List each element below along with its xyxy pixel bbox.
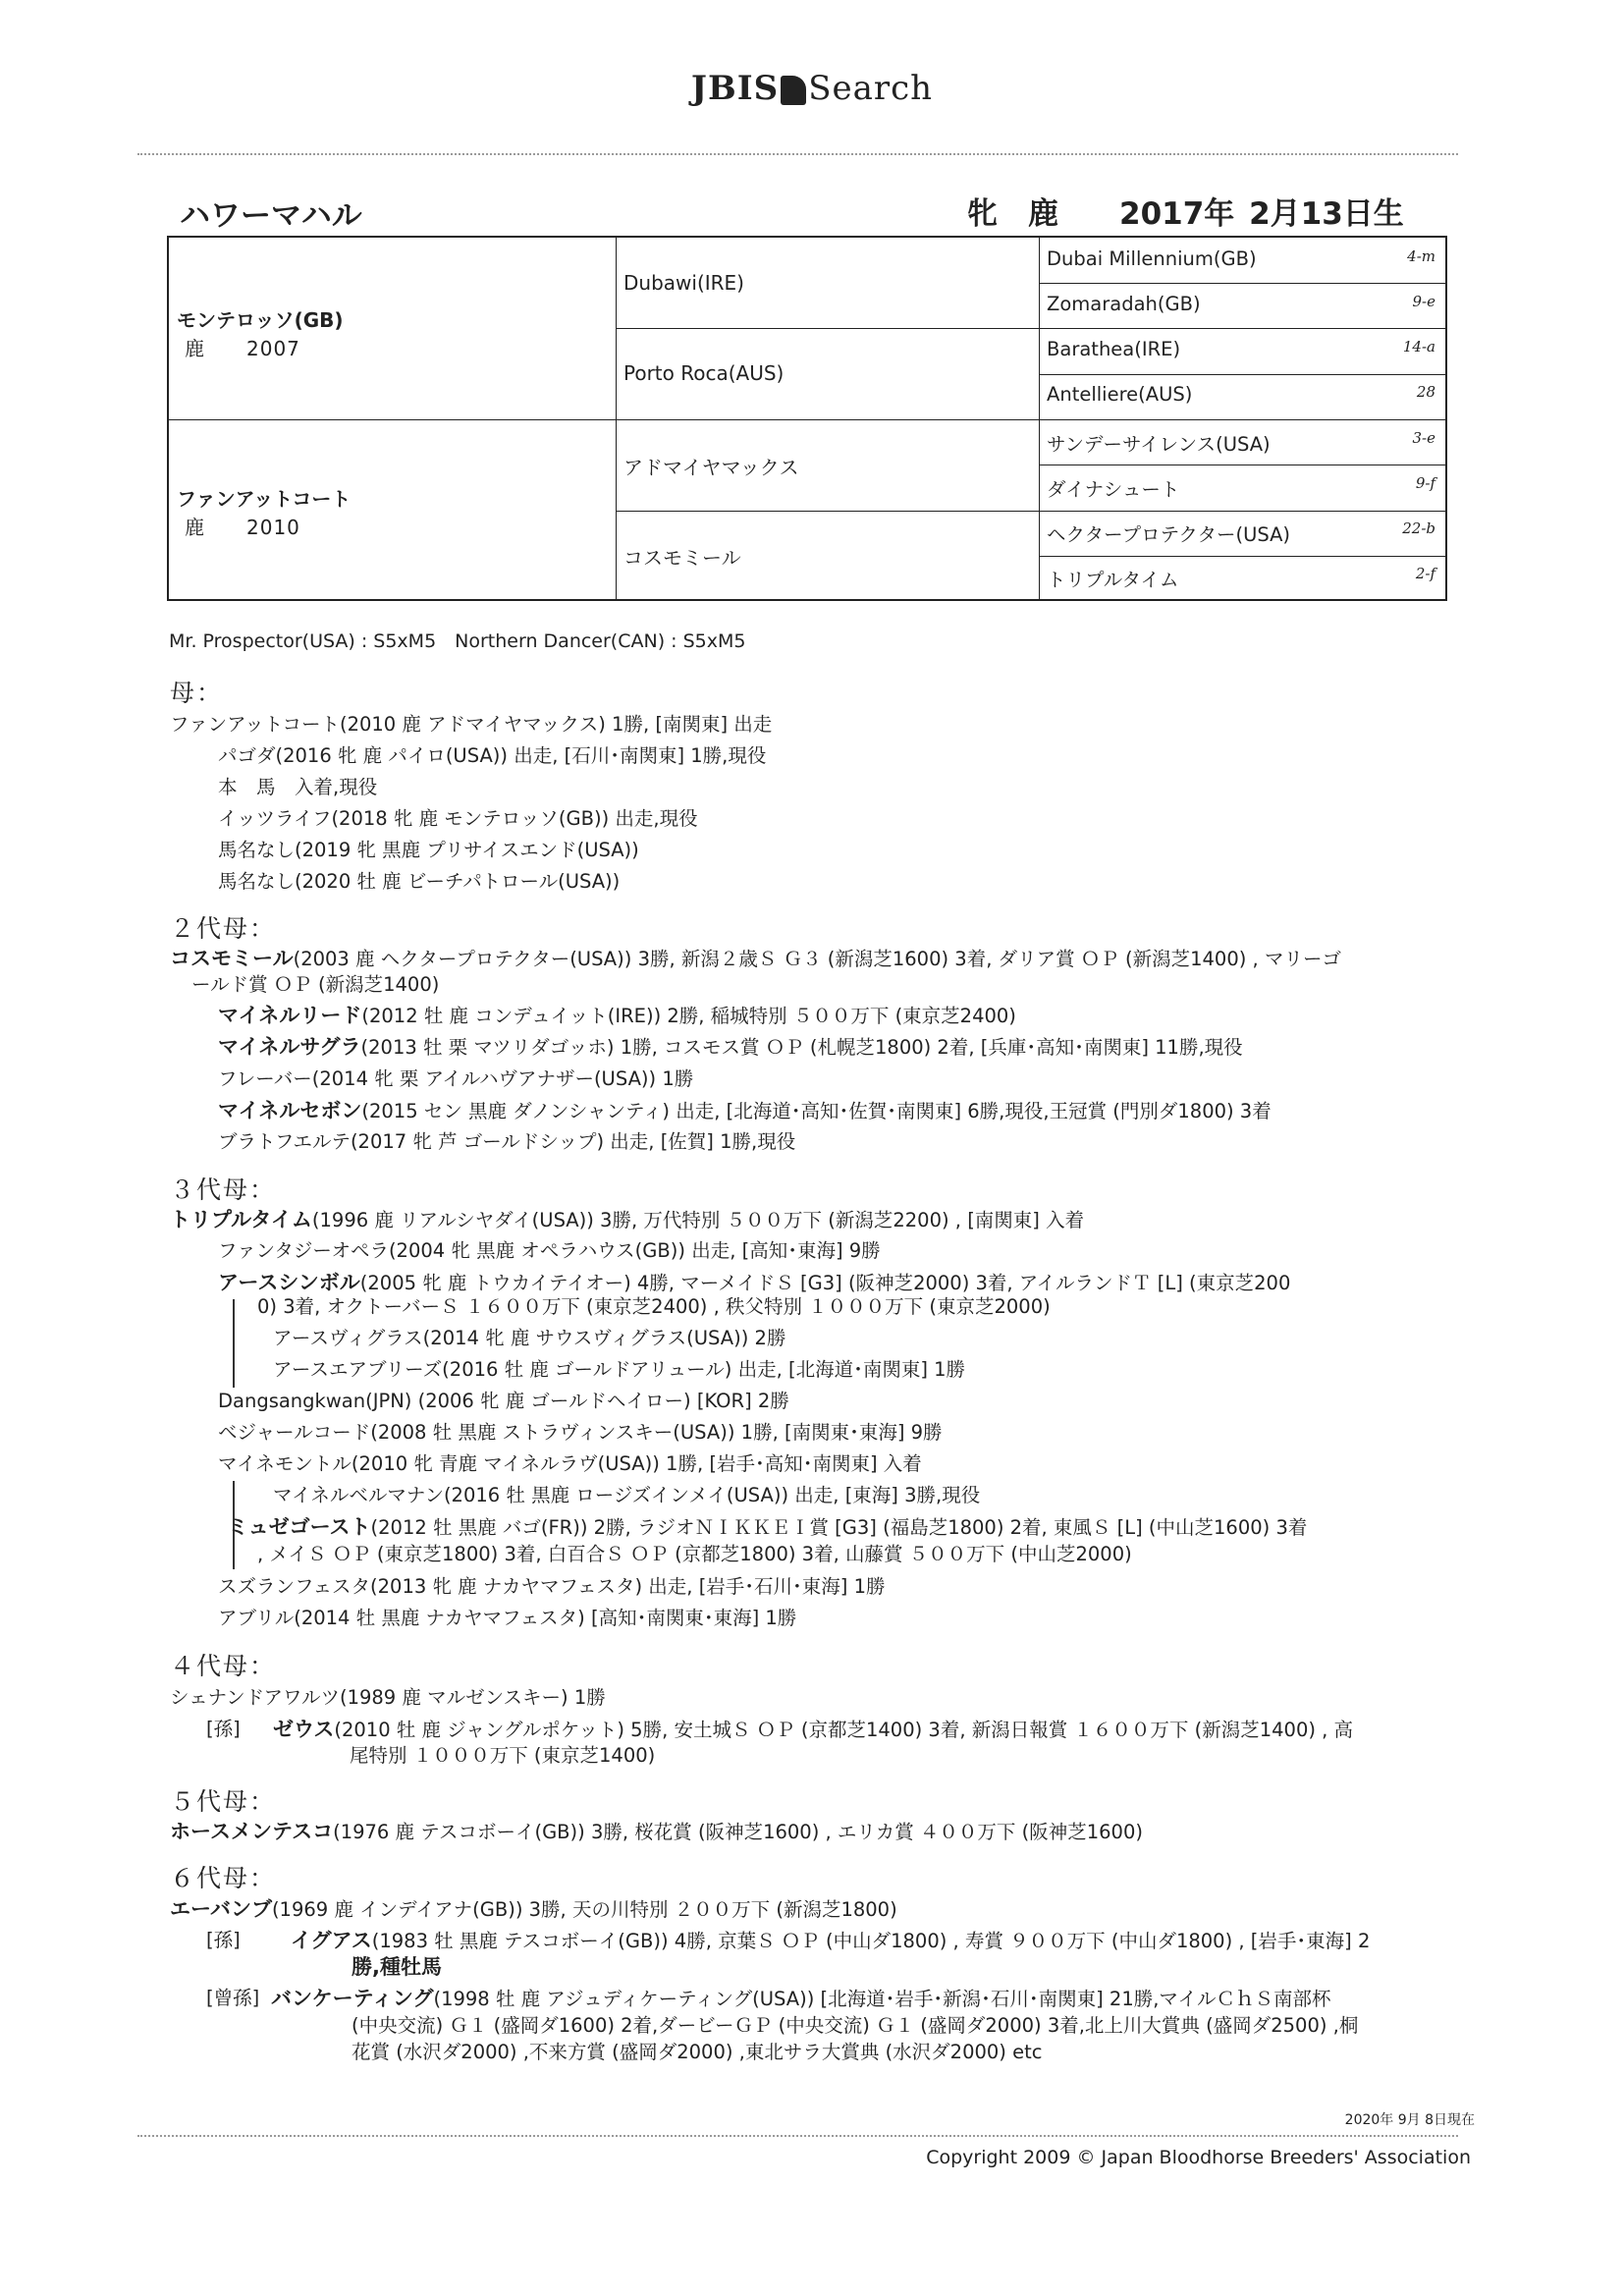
family-line [352,1954,442,1981]
family-line [352,2040,1042,2065]
family-line [228,1514,1307,1541]
family-line-text: (1998 牡 鹿 アジュディケーティング(USA)) [北海道･岩手･新潟･石川･南関東] 21勝,マイルＣｈＳ南部杯 [433,1988,1331,2010]
grandchild-tag: [孫] [206,1718,241,1740]
family-line-text: (中央交流) Ｇ１ (盛岡ダ1600) 2着,ダービーＧＰ (中央交流) Ｇ１ (盛岡ダ2000) 3着,北上川大賞典 (盛岡ダ2500) ,桐 [352,2014,1359,2037]
family-line-text: 花賞 (水沢ダ2000) ,不来方賞 (盛岡ダ2000) ,東北サラ大賞典 (水沢ダ2000) etc [352,2041,1043,2063]
pedigree-divider [1039,238,1040,599]
family-line-text: (1976 鹿 テスコボーイ(GB)) 3勝, 桜花賞 (阪神芝1600) , エリカ賞 ４００万下 (阪神芝1600) [333,1821,1143,1843]
pedigree-grandparent: Dubawi(IRE) [623,271,744,295]
family-line-bold-name: トリプルタイム [170,1208,312,1231]
family-line-text: 勝,種牡馬 [352,1955,442,1979]
ggp-name: Antelliere(AUS) [1047,383,1193,406]
section-heading-6th-dam: ６代母： [170,1864,277,1892]
family-line [218,1034,1243,1061]
family-line-text: (2003 鹿 ヘクタープロテクター(USA)) 3勝, 新潟２歳Ｓ Ｇ３ (新潟芝1600) 3着, ダリア賞 ＯＰ (新潟芝1400) , マリーゴ [293,948,1341,970]
family-line [218,1270,1290,1296]
family-line [352,2013,1358,2039]
ggp-name: サンデーサイレンス(USA) [1047,433,1271,456]
family-line-bold-name: エーバンブ [170,1897,272,1921]
ggp-name: ダイナシュート [1047,478,1180,501]
header-divider [137,153,1458,155]
family-line-bold-name: マイネルサグラ [218,1035,361,1059]
family-number: 9-e [1412,293,1435,310]
family-line [170,946,1341,972]
family-line-text: スズランフェスタ(2013 牝 鹿 ナカヤマフェスタ) 出走, [岩手･石川･東海] 1勝 [218,1575,886,1598]
jbis-search-logo [0,69,1624,108]
family-line-text: ベジャールコード(2008 牡 黒鹿 ストラヴィンスキー(USA)) 1勝, [南関東･東海] 9勝 [218,1421,943,1444]
family-line-bold-name: コスモミール [170,947,294,970]
pedigree-great-grandparent [1047,338,1445,360]
pedigree-divider [1039,374,1445,375]
family-line-text: フレーバー(2014 牝 栗 アイルハヴアナザー(USA)) 1勝 [218,1067,694,1090]
family-line-text: , メイＳ ＯＰ (東京芝1800) 3着, 白百合Ｓ ＯＰ (京都芝1800) 3着, 山藤賞 ５００万下 (中山芝2000) [257,1543,1132,1565]
family-line [273,1357,965,1383]
family-line-text: ファンタジーオペラ(2004 牝 黒鹿 オペラハウス(GB)) 出走, [高知･東海] 9勝 [218,1239,881,1262]
dam-color-year: 鹿 2010 [185,516,300,539]
family-line-text: (2015 セン 黒鹿 ダノンシャンティ) 出走, [北海道･高知･佐賀･南関東] 6勝,現役,王冠賞 (門別ダ1800) 3着 [361,1100,1272,1122]
pedigree-divider [169,419,1445,420]
family-line-text: マイネモントル(2010 牝 青鹿 マイネルラヴ(USA)) 1勝, [岩手･高知･南関東] 入着 [218,1452,922,1475]
family-line-text: パゴダ(2016 牝 鹿 パイロ(USA)) 出走, [石川･南関東] 1勝,現役 [218,744,767,767]
pedigree-divider [616,511,1445,512]
family-line [170,1685,606,1711]
family-line [191,972,439,998]
as-of-date: 2020年 9月 8日現在 [1344,2112,1475,2128]
pedigree-sire [177,304,344,361]
ggp-name: ヘクタープロテクター(USA) [1047,523,1291,546]
family-line [218,1238,881,1264]
family-line-text: ファンアットコート(2010 鹿 アドマイヤマックス) 1勝, [南関東] 出走 [170,713,773,736]
family-line-bold-name: イグアス [291,1929,372,1952]
family-line-text: (2010 牡 鹿 ジャングルポケット) 5勝, 安土城Ｓ ＯＰ (京都芝1400) 3着, 新潟日報賞 １６００万下 (新潟芝1400) , 高 [334,1719,1354,1741]
sire-color-year: 鹿 2007 [185,337,300,360]
family-line-text: 尾特別 １０００万下 (東京芝1400) [350,1744,656,1767]
family-line-bold-name: ミュゼゴースト [228,1515,371,1539]
family-line [218,1003,1016,1029]
family-line [218,838,639,863]
family-line-text: ールド賞 ＯＰ (新潟芝1400) [191,973,440,996]
pedigree-great-grandparent [1047,247,1445,270]
family-line [218,1066,693,1092]
family-line-text: アースエアブリーズ(2016 牡 鹿 ゴールドアリュール) 出走, [北海道･南関東] 1勝 [273,1358,966,1381]
family-line-text: (2005 牝 鹿 トウカイテイオー) 4勝, マーメイドＳ [G3] (阪神芝2000) 3着, アイルランドＴ [L] (東京芝200 [359,1272,1291,1294]
family-line-text: 本 馬 入着,現役 [218,776,378,798]
family-line-bold-name: ホースメンテスコ [170,1820,334,1843]
family-number: 4-m [1407,247,1435,265]
family-line [170,1207,1084,1233]
family-line-text: イッツライフ(2018 牝 鹿 モンテロッソ(GB)) 出走,現役 [218,807,698,830]
pedigree-grandparent: コスモミール [623,546,741,570]
family-number: 3-e [1412,429,1435,447]
sire-name: モンテロッソ(GB) [177,308,344,332]
copyright-notice: Copyright 2009 © Japan Bloodhorse Breeders' Association [926,2147,1471,2168]
logo-text-jbis: JBIS [690,69,780,108]
family-line-text: 馬名なし(2019 牝 黒鹿 プリサイスエンド(USA)) [218,839,639,861]
family-line [170,1896,897,1923]
family-number: 2-f [1415,565,1435,582]
pedigree-divider [616,328,1445,329]
pedigree-table [167,236,1447,601]
family-number: 14-a [1402,338,1435,355]
section-heading-5th-dam: ５代母： [170,1787,277,1816]
family-number: 22-b [1402,519,1435,537]
ggp-name: Zomaradah(GB) [1047,293,1201,315]
pedigree-divider [1039,283,1445,284]
family-line [218,1606,796,1631]
family-line-text: ブラトフエルテ(2017 牝 芦 ゴールドシップ) 出走, [佐賀] 1勝,現役 [218,1130,796,1153]
family-line-bold-name: アースシンボル [218,1271,360,1294]
family-line-text: Dangsangkwan(JPN) (2006 牝 鹿 ゴールドヘイロー) [KOR] 2勝 [218,1390,789,1412]
family-line-bold-name: バンケーティング [271,1987,434,2010]
family-line [218,1389,789,1414]
section-heading-3rd-dam: ３代母： [170,1175,277,1204]
family-line-text: (2012 牡 鹿 コンデュイット(IRE)) 2勝, 稲城特別 ５００万下 (東京芝2400) [361,1005,1016,1027]
horse-name: ハワーマハル [180,198,362,234]
family-line-text: マイネルベルマナン(2016 牡 黒鹿 ロージズインメイ(USA)) 出走, [東海] 3勝,現役 [273,1484,981,1506]
family-line [218,1420,943,1446]
great-grandchild-tag: [曾孫] [206,1987,260,2009]
pedigree-grandparent: Porto Roca(AUS) [623,361,785,385]
family-line-text: 0) 3着, オクトーバーＳ １６００万下 (東京芝2400) , 秩父特別 １０００万下 (東京芝2000) [257,1295,1051,1318]
family-line-text: (1969 鹿 インデイアナ(GB)) 3勝, 天の川特別 ２００万下 (新潟芝1800) [271,1898,897,1921]
pedigree-great-grandparent [1047,519,1445,547]
pedigree-great-grandparent [1047,293,1445,315]
pedigree-great-grandparent [1047,474,1445,502]
horse-magnifier-icon [781,76,806,105]
family-line [170,712,772,738]
ggp-name: トリプルタイム [1047,569,1179,591]
inbreeding-crosses: Mr. Prospector(USA) : S5xM5 Northern Dancer(CAN) : S5xM5 [169,630,746,652]
family-line [350,1743,655,1769]
pedigree-grandparent: アドマイヤマックス [623,456,799,479]
offspring-bracket [233,1299,235,1388]
family-line [218,869,620,895]
family-line-text: (2013 牡 栗 マツリダゴッホ) 1勝, コスモス賞 ＯＰ (札幌芝1800) 2着, [兵庫･高知･南関東] 11勝,現役 [360,1036,1243,1059]
pedigree-divider [1039,556,1445,557]
family-line [257,1294,1051,1320]
section-heading-4th-dam: ４代母： [170,1652,277,1680]
family-line [291,1928,1370,1954]
section-heading-dam: 母： [170,679,224,707]
family-line-bold-name: ゼウス [273,1718,335,1741]
family-number: 28 [1416,383,1435,401]
footer-divider [137,2135,1458,2137]
pedigree-divider [616,238,617,599]
family-number: 9-f [1415,474,1435,492]
family-line [273,1326,785,1351]
family-line-text: アースヴィグラス(2014 牝 鹿 サウスヴィグラス(USA)) 2勝 [273,1327,786,1349]
dam-name: ファンアットコート [177,487,352,511]
family-line [273,1483,980,1508]
pedigree-great-grandparent [1047,429,1445,457]
pedigree-dam [177,483,351,540]
family-line [170,1819,1143,1845]
ggp-name: Dubai Millennium(GB) [1047,247,1257,270]
family-line [271,1986,1331,2012]
family-line [257,1542,1132,1567]
section-heading-2nd-dam: ２代母： [170,914,277,943]
family-line-text: 馬名なし(2020 牡 鹿 ビーチパトロール(USA)) [218,870,621,893]
family-line-bold-name: マイネルセボン [218,1099,362,1122]
logo-text-search: Search [808,69,934,108]
family-line [218,775,377,800]
family-line [273,1717,1353,1743]
family-line-text: シェナンドアワルツ(1989 鹿 マルゼンスキー) 1勝 [170,1686,606,1709]
horse-sex-color-birthdate: 牝 鹿 2017年 2月13日生 [967,196,1404,232]
family-line-text: (1983 牡 黒鹿 テスコボーイ(GB)) 4勝, 京葉Ｓ ＯＰ (中山ダ1800) , 寿賞 ９００万下 (中山ダ1800) , [岩手･東海] 2 [371,1930,1371,1952]
family-line [218,1098,1272,1124]
family-line [218,1129,795,1155]
family-line-text: (1996 鹿 リアルシヤダイ(USA)) 3勝, 万代特別 ５００万下 (新潟芝2200) , [南関東] 入着 [311,1209,1085,1231]
pedigree-great-grandparent [1047,383,1445,406]
family-line [218,1451,922,1477]
family-line [218,1574,886,1600]
pedigree-great-grandparent [1047,565,1445,592]
family-line-text: (2012 牡 黒鹿 バゴ(FR)) 2勝, ラジオＮＩＫＫＥＩ賞 [G3] (福島芝1800) 2着, 東風Ｓ [L] (中山芝1600) 3着 [370,1516,1308,1539]
family-line [218,743,766,769]
family-line [218,806,698,832]
family-line-text: アブリル(2014 牡 黒鹿 ナカヤマフェスタ) [高知･南関東･東海] 1勝 [218,1607,797,1629]
grandchild-tag: [孫] [206,1929,241,1951]
family-line-bold-name: マイネルリード [218,1004,362,1027]
ggp-name: Barathea(IRE) [1047,338,1181,360]
